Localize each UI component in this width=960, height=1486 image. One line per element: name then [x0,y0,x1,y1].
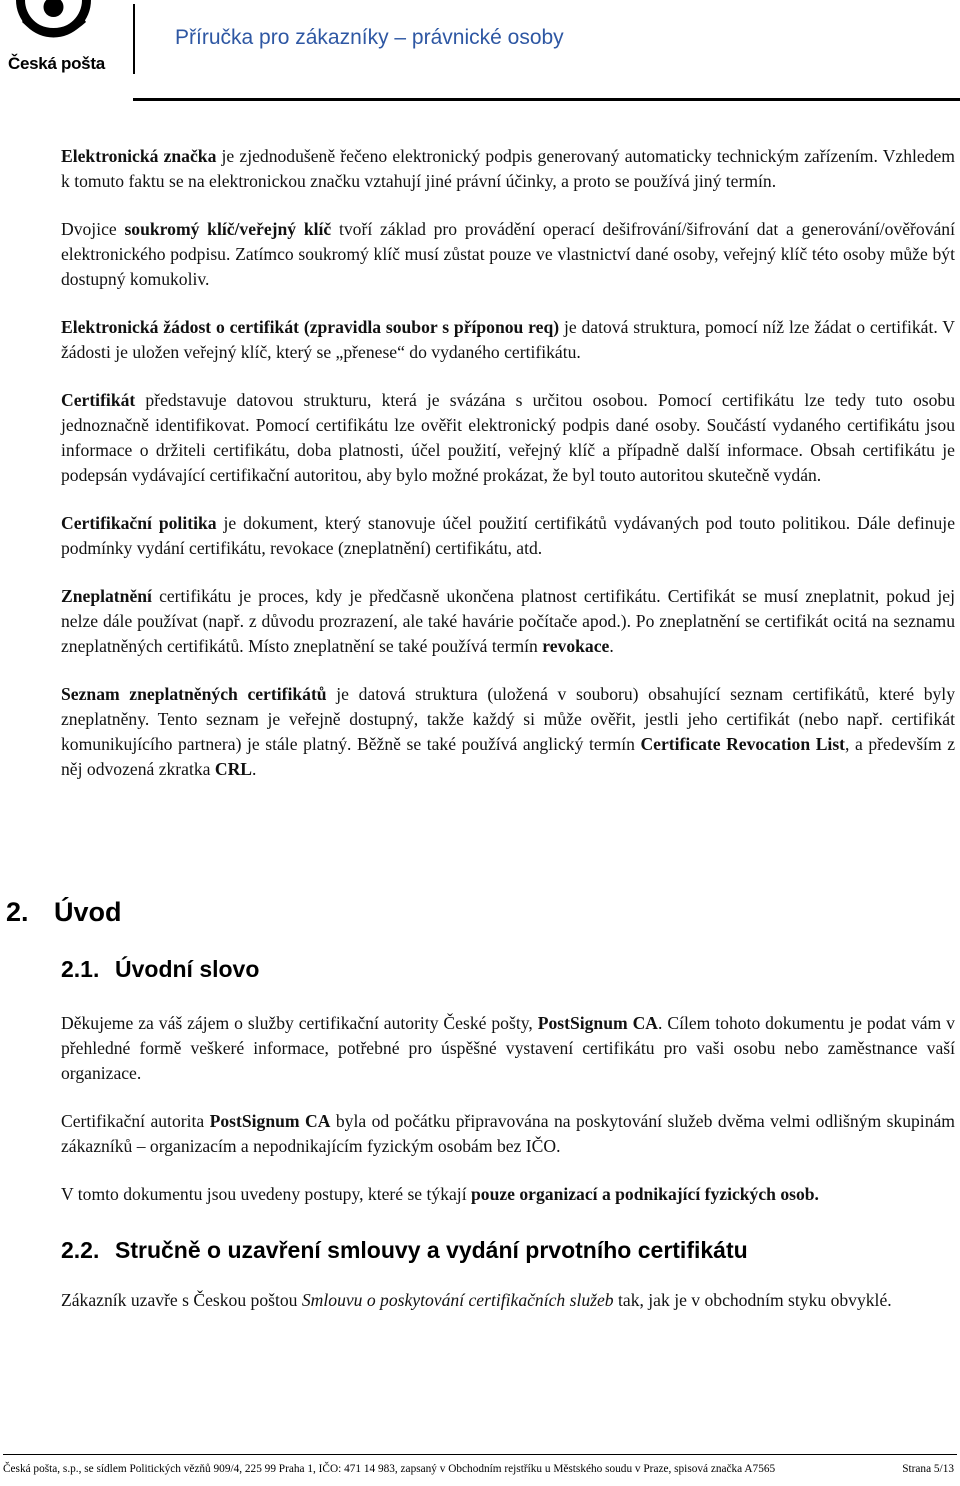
header-divider [133,4,135,74]
term: pouze organizací a podnikající fyzických osob. [470,1184,819,1204]
text: byla od počátku připravována na poskytování služeb dvěma velmi odlišným skupinám zákazníků – organizacím a nepodnikajícím fyzickým osobám bez IČO. [61,1111,955,1156]
page-number: Strana 5/13 [902,1463,954,1475]
heading-strucne [61,1237,955,1264]
text: Certifikační autorita [61,1111,210,1131]
heading-title: Úvodní slovo [115,956,260,982]
heading-title: Stručně o uzavření smlouvy a vydání prvotního certifikátu [115,1237,748,1263]
text: je dokument, který stanovuje účel použití certifikátů vydávaných pod touto politikou. Dále definuje podmínky vydání certifikátu, revokace (zneplatnění) certifikátu, atd. [61,513,956,558]
term: revokace [542,636,610,656]
term: Certifikát [61,390,136,410]
term: soukromý klíč/veřejný klíč [124,219,332,239]
term: PostSignum CA [537,1013,658,1033]
ceska-posta-logo [6,0,111,76]
text: Děkujeme za váš zájem o služby certifikační autority České pošty, [61,1013,538,1033]
term: Certifikační politika [61,513,217,533]
paragraph-politika [61,511,955,561]
term: Seznam zneplatněných certifikátů [61,684,327,704]
text: je datová struktura (uložená v souboru) obsahující seznam certifikátů, které byly zneplatněny. Tento seznam je veřejně dostupný, takže každý si může ověřit, jestli jeho certifikát (nebo např. certifikát komunikujícího partnera) je stále platný. Běžně se také používá anglický termín [61,684,955,754]
page-header [0,0,960,100]
text: V tomto dokumentu jsou uvedeny postupy, které se týkají [61,1184,471,1204]
text: tak, jak je v obchodním styku obvyklé. [613,1290,892,1310]
logo-text: Česká pošta [8,54,105,73]
term: Certificate Revocation List [640,734,846,754]
text: , a především z něj odvozená zkratka [61,734,955,779]
text: certifikátu je proces, kdy je předčasně ukončena platnost certifikátu. Certifikát se musí zneplatnit, pokud jej nelze dále používat (např. z důvodu prozrazení, ale také havárie počítače apod.). Po zneplatnění se certifikát ocitá na seznamu zneplatněných certifikátů. Místo zneplatnění se také používá termín [61,586,955,656]
term: PostSignum CA [209,1111,331,1131]
document-title: Příručka pro zákazníky – právnické osoby [175,26,564,49]
italic-text: Smlouvu o poskytování certifikačních služeb [301,1290,614,1310]
term: Elektronická značka [61,146,217,166]
text: . Cílem tohoto dokumentu je podat vám v přehledné formě veškeré informace, potřebné pro úspěšné vystavení certifikátu pro vaši osobu nebo zaměstnance vaší organizace. [61,1013,955,1083]
header-rule [133,98,960,101]
term: Zneplatnění [61,586,152,606]
paragraph-certifikat [61,388,955,488]
heading-number: 2. [6,897,29,927]
post-horn-icon [6,0,101,52]
paragraph-zadost [61,315,955,365]
heading-uvod [6,897,122,928]
text: je zjednodušeně řečeno elektronický podpis generovaný automaticky technickým zařízením. Vzhledem k tomuto faktu se na elektronickou značku vztahují jiné právní účinky, a proto se používá jiný termín. [61,146,955,191]
heading-title: Úvod [54,897,122,927]
term: Elektronická žádost o certifikát (zpravidla soubor s příponou req) [61,317,560,337]
paragraph-postupy [61,1182,955,1207]
text: Zákazník uzavře s Českou poštou [61,1290,302,1310]
text: . [609,636,614,656]
footer-rule [3,1454,957,1455]
text: Dvojice [61,219,125,239]
paragraph-smlouva [61,1288,955,1313]
paragraph-dekujeme [61,1011,955,1086]
term: CRL [214,759,253,779]
text: . [252,759,257,779]
text: je datová struktura, pomocí níž lze žádat o certifikát. V žádosti je uložen veřejný klíč, který se „přenese“ do vydaného certifikátu. [61,317,955,362]
text: tvoří základ pro provádění operací dešifrování/šifrování dat a generování/ověřování elektronického podpisu. [61,219,955,264]
text: představuje datovou strukturu, která je svázána s určitou osobou. Pomocí certifikátu lze tedy tuto osobu jednoznačně identifikovat. Pomocí certifikátu lze ověřit elektronický podpis dané osoby. Součástí vydaného certifikátu jsou informace o držiteli certifikátu, doba platnosti, účel použití, veřejný klíč a případně další informace. Obsah certifikátu je podepsán vydávající certifikační autoritou, aby bylo možné prokázat, že byl touto autoritou skutečně vydán. [61,390,955,485]
paragraph-postsignum [61,1109,955,1159]
paragraph-elektronicka-znacka [61,144,955,194]
paragraph-crl [61,682,955,782]
text: Zatímco soukromý klíč musí zůstat pouze ve vlastnictví dané osoby, veřejný klíč této osoby může být dostupný komukoliv. [61,244,955,289]
section-uvod-content [61,956,955,1313]
heading-number: 2.2. [61,1237,100,1263]
footer-company-info: Česká pošta, s.p., se sídlem Politických vězňů 909/4, 225 99 Praha 1, IČO: 471 14 983, zapsaný v Obchodním rejstříku u Městského soudu v Praze, spisová značka A7565 [3,1463,776,1475]
paragraph-zneplatneni [61,584,955,659]
heading-number: 2.1. [61,956,100,982]
heading-uvodni-slovo [61,956,955,983]
page-content [61,144,955,782]
paragraph-klice [61,217,955,292]
